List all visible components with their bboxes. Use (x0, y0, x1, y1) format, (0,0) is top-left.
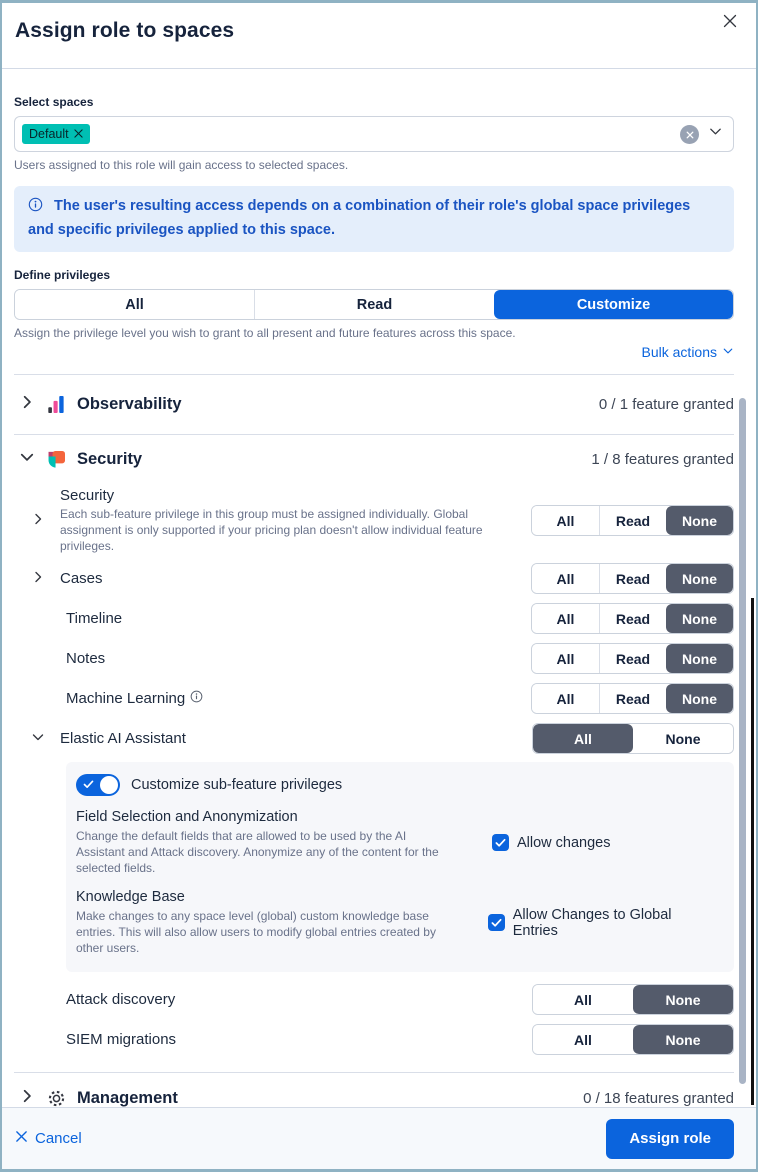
timeline-privilege-group (531, 603, 734, 634)
access-info-callout (14, 186, 734, 252)
cases-none-button[interactable]: None (666, 564, 733, 593)
cases-all-button[interactable]: All (532, 564, 599, 593)
cases-privilege-group (531, 563, 734, 594)
cases-read-button[interactable]: Read (599, 564, 666, 593)
badge-remove-icon[interactable] (74, 127, 83, 141)
section-management[interactable] (14, 1073, 734, 1107)
assign-role-modal (2, 3, 756, 1169)
inner-scrollbar-thumb[interactable] (739, 398, 746, 1084)
privilege-customize-button[interactable]: Customize (494, 290, 733, 319)
feature-row-machine-learning (14, 683, 734, 714)
customize-subfeatures-toggle[interactable] (76, 774, 120, 796)
machine-learning-privilege-group (531, 683, 734, 714)
siem-migrations-privilege-group (532, 1024, 734, 1055)
feature-row-cases (14, 563, 734, 594)
chevron-down-icon (722, 344, 734, 360)
gear-icon (48, 1090, 65, 1107)
section-title: Security (77, 449, 143, 468)
allow-changes-checkbox-row (492, 834, 611, 851)
section-title: Observability (77, 395, 182, 413)
privilege-all-button[interactable]: All (15, 290, 254, 319)
attack-discovery-none-button[interactable]: None (633, 985, 733, 1014)
feature-row-siem-migrations (14, 1024, 734, 1055)
spaces-combobox[interactable] (14, 116, 734, 152)
subfeature-description: Change the default fields that are allowed to be used by the AI Assistant and Attack discovery. Anonymize any of the content for the selected fields. (76, 829, 439, 875)
customize-subfeatures-toggle-row (76, 774, 718, 796)
section-title: Management (77, 1089, 178, 1107)
feature-row-security (14, 487, 734, 554)
security-privilege-group (531, 505, 734, 536)
section-observability[interactable] (14, 375, 734, 434)
feature-label: Attack discovery (66, 991, 176, 1008)
feature-row-attack-discovery (14, 984, 734, 1015)
feature-label: Machine Learning (66, 690, 186, 707)
feature-label: Notes (66, 650, 106, 667)
feature-description: Each sub-feature privilege in this group must be assigned individually. Global assignment is only supported if your pricing plan doesn't allow individual feature privileges. (60, 507, 483, 553)
notes-privilege-group (531, 643, 734, 674)
security-granted-count: 1 / 8 features granted (591, 450, 734, 468)
chevron-right-icon (20, 395, 34, 414)
ai-assistant-none-button[interactable]: None (633, 724, 733, 753)
cancel-button[interactable] (15, 1130, 82, 1147)
chevron-down-icon (32, 731, 44, 746)
feature-label: SIEM migrations (66, 1031, 177, 1048)
privilege-level-group (14, 289, 734, 320)
feature-row-timeline (14, 603, 734, 634)
attack-discovery-all-button[interactable]: All (533, 985, 633, 1014)
feature-label: Timeline (66, 610, 123, 627)
outer-scrollbar-thumb[interactable] (751, 598, 754, 1105)
chevron-down-icon (20, 450, 34, 469)
bulk-actions-label: Bulk actions (641, 344, 717, 360)
clear-icon (686, 127, 694, 142)
info-icon (28, 200, 47, 216)
subfeature-description: Make changes to any space level (global) custom knowledge base entries. This will also allow users to modify global entries created by other users. (76, 909, 436, 955)
machine-learning-all-button[interactable]: All (532, 684, 599, 713)
feature-label: Elastic AI Assistant (60, 730, 186, 747)
close-icon (15, 1130, 28, 1147)
chevron-right-icon (32, 513, 44, 528)
security-logo-icon (48, 451, 65, 468)
collapse-ai-assistant-button[interactable] (32, 731, 44, 747)
chevron-right-icon (20, 1089, 34, 1107)
security-none-button[interactable]: None (666, 506, 733, 535)
management-granted-count: 0 / 18 features granted (583, 1090, 734, 1107)
space-badge-default[interactable] (22, 124, 90, 144)
allow-global-entries-checkbox[interactable] (488, 914, 505, 931)
cancel-label: Cancel (35, 1130, 82, 1147)
siem-migrations-all-button[interactable]: All (533, 1025, 633, 1054)
observability-granted-count: 0 / 1 feature granted (598, 396, 734, 413)
ai-assistant-all-button[interactable]: All (533, 724, 633, 753)
chevron-right-icon (32, 571, 44, 586)
clear-selection-button[interactable] (680, 125, 699, 144)
toggle-label: Customize sub-feature privileges (131, 777, 343, 793)
ai-assistant-subfeatures-panel (66, 762, 734, 972)
timeline-read-button[interactable]: Read (599, 604, 666, 633)
feature-label: Cases (60, 570, 103, 587)
timeline-none-button[interactable]: None (666, 604, 733, 633)
subfeature-title: Knowledge Base (76, 889, 185, 905)
notes-all-button[interactable]: All (532, 644, 599, 673)
expand-cases-button[interactable] (32, 571, 44, 587)
section-security[interactable] (14, 435, 734, 483)
feature-row-ai-assistant (14, 723, 734, 754)
machine-learning-info-icon[interactable] (190, 690, 203, 708)
space-badge-label: Default (29, 127, 69, 141)
allow-global-entries-checkbox-row (488, 907, 718, 939)
toggle-knob (100, 776, 118, 794)
notes-read-button[interactable]: Read (599, 644, 666, 673)
machine-learning-none-button[interactable]: None (666, 684, 733, 713)
checkbox-label: Allow changes (517, 834, 611, 851)
close-button[interactable] (718, 10, 742, 34)
modal-body (2, 69, 756, 1107)
assign-role-button[interactable]: Assign role (606, 1119, 734, 1159)
select-spaces-label: Select spaces (14, 95, 94, 109)
ai-assistant-privilege-group (532, 723, 734, 754)
privileges-help-text: Assign the privilege level you wish to grant to all present and future features across this space. (14, 326, 516, 340)
security-all-button[interactable]: All (532, 506, 599, 535)
callout-text: The user's resulting access depends on a combination of their role's global space privileges and specific privileges applied to this space. (28, 198, 691, 238)
close-icon (723, 14, 737, 31)
feature-label: Security (60, 487, 115, 504)
feature-row-notes (14, 643, 734, 674)
observability-logo-icon (48, 396, 65, 413)
siem-migrations-none-button[interactable]: None (633, 1025, 733, 1054)
notes-none-button[interactable]: None (666, 644, 733, 673)
attack-discovery-privilege-group (532, 984, 734, 1015)
security-read-button[interactable]: Read (599, 506, 666, 535)
modal-footer (2, 1107, 756, 1169)
allow-changes-checkbox[interactable] (492, 834, 509, 851)
subfeature-title: Field Selection and Anonymization (76, 809, 298, 825)
checkbox-label: Allow Changes to Global Entries (512, 906, 672, 939)
bulk-actions-button[interactable] (642, 342, 734, 362)
timeline-all-button[interactable]: All (532, 604, 599, 633)
modal-header (2, 3, 756, 69)
subfeature-field-selection (76, 809, 718, 876)
expand-security-subrow-button[interactable] (32, 513, 44, 529)
chevron-down-icon[interactable] (708, 124, 723, 144)
spaces-help-text: Users assigned to this role will gain access to selected spaces. (14, 158, 349, 172)
define-privileges-label: Define privileges (14, 268, 111, 282)
modal-title: Assign role to spaces (15, 19, 235, 42)
privilege-read-button[interactable]: Read (254, 290, 494, 319)
subfeature-knowledge-base (76, 889, 718, 956)
machine-learning-read-button[interactable]: Read (599, 684, 666, 713)
